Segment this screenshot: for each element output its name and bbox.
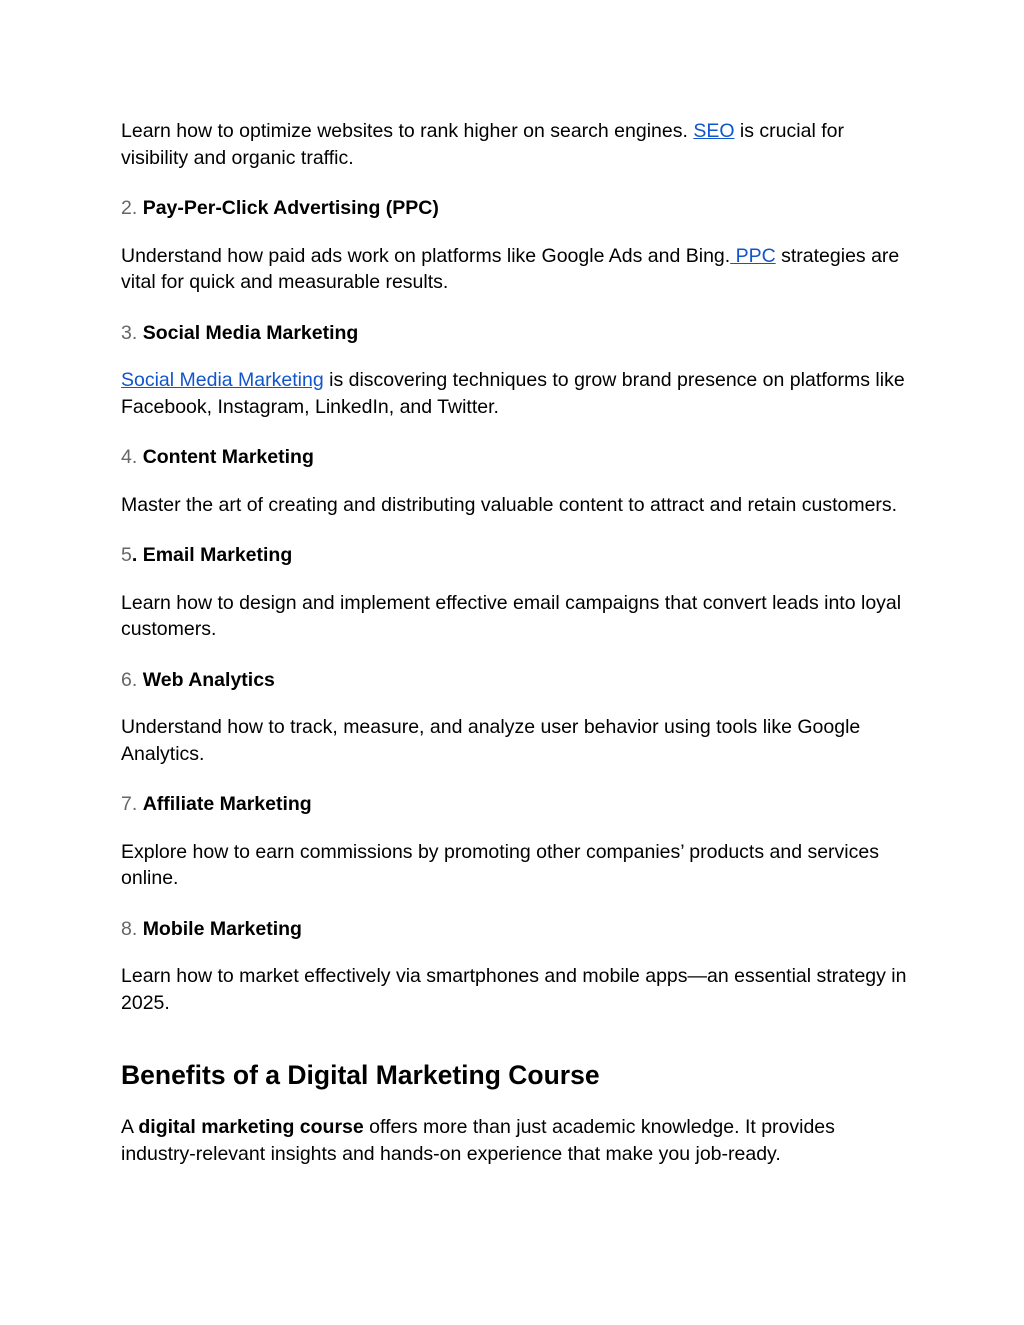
list-item-heading xyxy=(121,916,911,943)
seo-link[interactable]: SEO xyxy=(693,120,735,142)
item-title: Social Media Marketing xyxy=(142,321,359,344)
intro-text-after: is crucial for visibility and organic traffic. xyxy=(121,120,844,169)
benefits-text: offers more than just academic knowledge. It provides industry-relevant insights and hands-on experience that make you job-ready. xyxy=(121,1116,835,1165)
list-item-heading xyxy=(121,195,911,222)
list-item-heading xyxy=(121,791,911,818)
item-number: 8. xyxy=(121,917,138,940)
benefits-text: A xyxy=(121,1116,139,1138)
list-item-heading xyxy=(121,667,911,694)
list-item-heading xyxy=(121,542,911,569)
item-number: 6. xyxy=(121,668,138,691)
item-title: . Email Marketing xyxy=(131,544,293,566)
item-number: 7. xyxy=(121,793,138,815)
item-number: 2. xyxy=(121,197,138,219)
section-heading: Benefits of a Digital Marketing Course xyxy=(121,1060,600,1090)
ppc-link[interactable]: PPC xyxy=(730,244,776,267)
item-description xyxy=(121,243,911,296)
item-description: Master the art of creating and distributing valuable content to attract and retain customers. xyxy=(121,493,898,516)
item-desc-text: strategies are vital for quick and measurable results. xyxy=(121,244,900,293)
social-media-marketing-link[interactable]: Social Media Marketing xyxy=(121,369,324,391)
item-title: Pay-Per-Click Advertising (PPC) xyxy=(142,197,439,219)
item-description: Learn how to design and implement effective email campaigns that convert leads into loyal customers. xyxy=(121,591,902,640)
list-item-heading xyxy=(121,444,911,471)
benefits-paragraph xyxy=(121,1114,911,1167)
list-item-heading xyxy=(121,320,911,347)
benefits-bold-text: digital marketing course xyxy=(138,1116,364,1138)
item-desc-text: Understand how paid ads work on platforms like Google Ads and Bing. xyxy=(121,244,731,267)
intro-text-before: Learn how to optimize websites to rank higher on search engines. xyxy=(121,120,694,142)
item-number: 4. xyxy=(121,446,138,468)
item-description: Learn how to market effectively via smartphones and mobile apps—an essential strategy in 2025. xyxy=(121,965,907,1014)
item-number: 5 xyxy=(121,544,132,566)
item-title: Content Marketing xyxy=(142,446,314,468)
item-title: Mobile Marketing xyxy=(142,917,302,940)
intro-paragraph xyxy=(121,118,911,171)
item-number: 3. xyxy=(121,321,138,344)
item-description: Explore how to earn commissions by promoting other companies’ products and services online. xyxy=(121,840,879,889)
item-description: Understand how to track, measure, and analyze user behavior using tools like Google Analytics. xyxy=(121,716,861,765)
item-title: Web Analytics xyxy=(142,668,275,691)
item-title: Affiliate Marketing xyxy=(142,793,312,815)
document-page xyxy=(121,118,911,1191)
item-desc-text: is discovering techniques to grow brand presence on platforms like Facebook, Instagram, LinkedIn, and Twitter. xyxy=(121,369,905,418)
item-description xyxy=(121,367,911,420)
